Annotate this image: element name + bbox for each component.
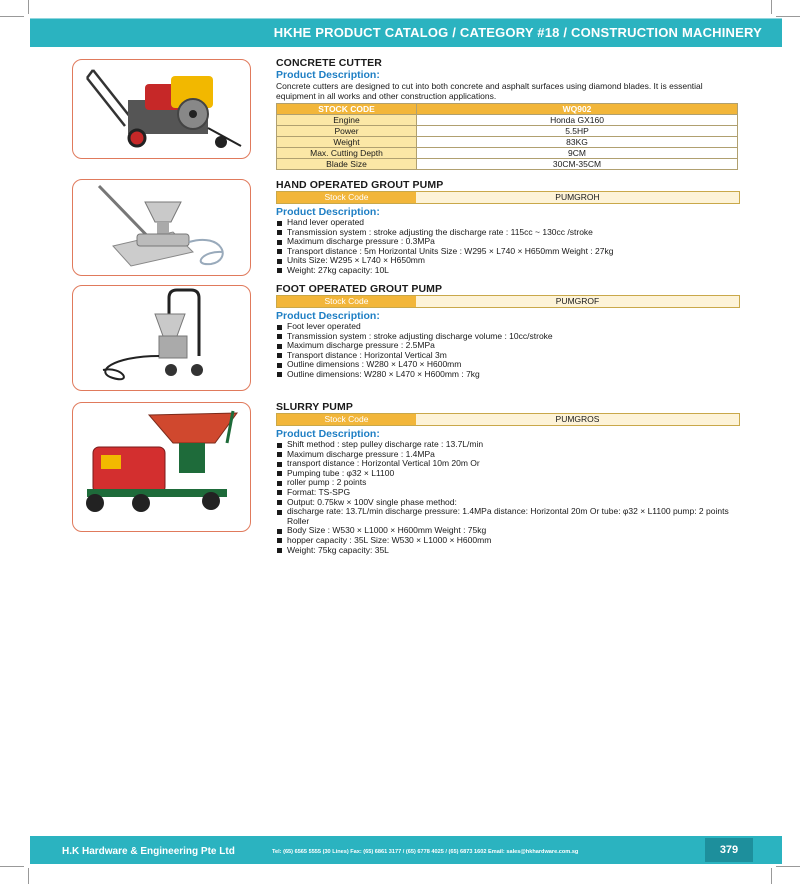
hand-grout-pump-photo [72, 179, 251, 276]
concrete-cutter-photo [72, 59, 251, 159]
spec-key: Engine [277, 115, 417, 126]
description-label: Product Description: [276, 310, 380, 322]
list-item: Hand lever operated [276, 218, 738, 228]
slurry-pump-photo [72, 402, 251, 532]
spec-header-row [277, 104, 738, 115]
spec-key: STOCK CODE [277, 104, 417, 115]
list-item: Outline dimensions : W280 × L470 × H600mm [276, 360, 738, 370]
spec-key: Power [277, 126, 417, 137]
spec-value: 83KG [417, 137, 738, 148]
stock-code-label: Stock Code [277, 192, 416, 203]
spec-key: Weight [277, 137, 417, 148]
feature-list [276, 322, 738, 380]
description-label: Product Description: [276, 206, 380, 218]
product-title: FOOT OPERATED GROUT PUMP [276, 283, 443, 295]
crop-mark [28, 868, 29, 884]
spec-value: 5.5HP [417, 126, 738, 137]
list-item: Output: 0.75kw × 100V single phase method: [276, 498, 738, 508]
stock-code-row [276, 191, 740, 204]
crop-mark [0, 16, 24, 17]
product-title: CONCRETE CUTTER [276, 57, 382, 69]
concrete-cutter-illustration [73, 60, 250, 158]
spec-value: Honda GX160 [417, 115, 738, 126]
crop-mark [776, 866, 800, 867]
description-label: Product Description: [276, 428, 380, 440]
list-item: Weight: 75kg capacity: 35L [276, 546, 738, 556]
list-item: Foot lever operated [276, 322, 738, 332]
list-item: Weight: 27kg capacity: 10L [276, 266, 738, 276]
crop-mark [771, 868, 772, 884]
list-item: Body Size : W530 × L1000 × H600mm Weight : 75kg [276, 526, 738, 536]
crop-mark [771, 0, 772, 14]
spec-table [276, 103, 738, 170]
list-item: Shift method : step pulley discharge rate : 13.7L/min [276, 440, 738, 450]
list-item: Transmission system : stroke adjusting the discharge rate : 115cc ~ 130cc /stroke [276, 228, 738, 238]
list-item: Format: TS-SPG [276, 488, 738, 498]
slurry-pump-section [276, 401, 738, 555]
list-item: Transport distance : 5m Horizontal Units Size : W295 × L740 × H650mm Weight : 27kg [276, 247, 738, 257]
feature-list [276, 440, 738, 555]
spec-row [277, 137, 738, 148]
foot-grout-pump-section [276, 283, 738, 380]
product-title: SLURRY PUMP [276, 401, 353, 413]
contact-info: Tel: (65) 6565 5555 (30 Lines) Fax: (65) 6861 3177 / (65) 6778 4025 / (65) 6873 1602 Email: sales@hkhardware.com.sg [272, 849, 579, 855]
list-item: Maximum discharge pressure : 1.4MPa [276, 450, 738, 460]
spec-row [277, 126, 738, 137]
stock-code-value: PUMGROF [416, 296, 739, 307]
hand-grout-pump-illustration [73, 180, 250, 275]
stock-code-value: PUMGROS [416, 414, 739, 425]
spec-row [277, 148, 738, 159]
crop-mark [776, 16, 800, 17]
list-item: hopper capacity : 35L Size: W530 × L1000 × H600mm [276, 536, 738, 546]
stock-code-row [276, 295, 740, 308]
spec-value: WQ902 [417, 104, 738, 115]
catalog-title: HKHE PRODUCT CATALOG / CATEGORY #18 / CONSTRUCTION MACHINERY [273, 25, 762, 40]
list-item: Maximum discharge pressure : 2.5MPa [276, 341, 738, 351]
spec-key: Max. Cutting Depth [277, 148, 417, 159]
list-item: Transmission system : stroke adjusting discharge volume : 10cc/stroke [276, 332, 738, 342]
spec-row [277, 159, 738, 170]
stock-code-row [276, 413, 740, 426]
spec-row [277, 115, 738, 126]
product-description: Concrete cutters are designed to cut into both concrete and asphalt surfaces using diamond blades. It is essential equipment in all works and other construction applications. [276, 81, 703, 101]
concrete-cutter-section [276, 57, 738, 170]
foot-grout-pump-illustration [73, 286, 250, 390]
slurry-pump-illustration [73, 403, 250, 531]
product-title: HAND OPERATED GROUT PUMP [276, 179, 444, 191]
stock-code-label: Stock Code [277, 414, 416, 425]
list-item: roller pump : 2 points [276, 478, 738, 488]
hand-grout-pump-section [276, 179, 738, 276]
list-item: Pumping tube : φ32 × L1100 [276, 469, 738, 479]
list-item: Maximum discharge pressure : 0.3MPa [276, 237, 738, 247]
list-item: discharge rate: 13.7L/min discharge pressure: 1.4MPa distance: Horizontal 20m Or tube: φ32 × L1100 pump: 2 points Roller [276, 507, 738, 526]
stock-code-label: Stock Code [277, 296, 416, 307]
foot-grout-pump-photo [72, 285, 251, 391]
stock-code-value: PUMGROH [416, 192, 739, 203]
list-item: Outline dimensions: W280 × L470 × H600mm : 7kg [276, 370, 738, 380]
crop-mark [28, 0, 29, 14]
description-label: Product Description: [276, 69, 380, 81]
spec-value: 9CM [417, 148, 738, 159]
crop-mark [0, 866, 24, 867]
spec-key: Blade Size [277, 159, 417, 170]
list-item: transport distance : Horizontal Vertical 10m 20m Or [276, 459, 738, 469]
company-name: H.K Hardware & Engineering Pte Ltd [62, 846, 235, 857]
catalog-header [30, 18, 782, 47]
list-item: Transport distance : Horizontal Vertical 3m [276, 351, 738, 361]
feature-list [276, 218, 738, 276]
spec-value: 30CM-35CM [417, 159, 738, 170]
list-item: Units Size: W295 × L740 × H650mm [276, 256, 738, 266]
page-number: 379 [719, 844, 739, 856]
